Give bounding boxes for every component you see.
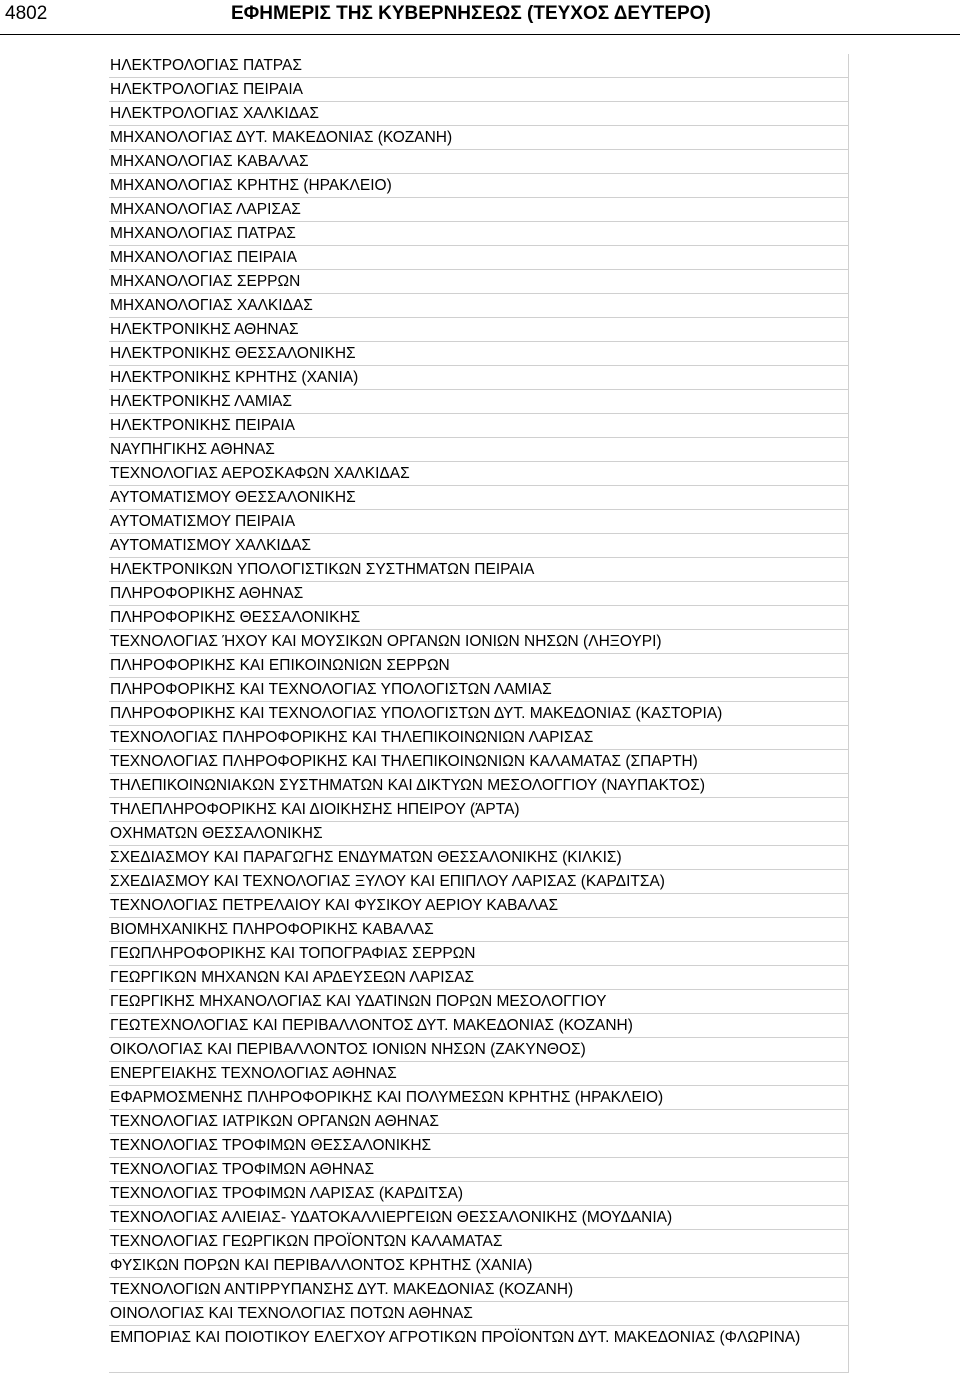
table-row (109, 150, 849, 174)
department-name-cell: ΤΕΧΝΟΛΟΓΙΑΣ ΙΑΤΡΙΚΩΝ ΟΡΓΑΝΩΝ ΑΘΗΝΑΣ (109, 1110, 849, 1134)
table-row (109, 1086, 849, 1110)
department-name-cell: ΤΕΧΝΟΛΟΓΙΑΣ ΠΛΗΡΟΦΟΡΙΚΗΣ ΚΑΙ ΤΗΛΕΠΙΚΟΙΝΩΝΙΩΝ ΚΑΛΑΜΑΤΑΣ (ΣΠΑΡΤΗ) (109, 750, 849, 774)
department-name-cell: ΠΛΗΡΟΦΟΡΙΚΗΣ ΚΑΙ ΕΠΙΚΟΙΝΩΝΙΩΝ ΣΕΡΡΩΝ (109, 654, 849, 678)
department-name-cell: ΕΜΠΟΡΙΑΣ ΚΑΙ ΠΟΙΟΤΙΚΟΥ ΕΛΕΓΧΟΥ ΑΓΡΟΤΙΚΩΝ ΠΡΟΪΟΝΤΩΝ ΔΥΤ. ΜΑΚΕΔΟΝΙΑΣ (ΦΛΩΡΙΝΑ) (109, 1326, 849, 1373)
table-row (109, 1062, 849, 1086)
table-row (109, 174, 849, 198)
department-name-cell: ΤΗΛΕΠΙΚΟΙΝΩΝΙΑΚΩΝ ΣΥΣΤΗΜΑΤΩΝ ΚΑΙ ΔΙΚΤΥΩΝ ΜΕΣΟΛΟΓΓΙΟΥ (ΝΑΥΠΑΚΤΟΣ) (109, 774, 849, 798)
department-name-cell: ΑΥΤΟΜΑΤΙΣΜΟΥ ΧΑΛΚΙΔΑΣ (109, 534, 849, 558)
department-name-cell: ΒΙΟΜΗΧΑΝΙΚΗΣ ΠΛΗΡΟΦΟΡΙΚΗΣ ΚΑΒΑΛΑΣ (109, 918, 849, 942)
table-row (109, 366, 849, 390)
department-name-cell: ΗΛΕΚΤΡΟΝΙΚΗΣ ΠΕΙΡΑΙΑ (109, 414, 849, 438)
department-name-cell: ΗΛΕΚΤΡΟΝΙΚΗΣ ΚΡΗΤΗΣ (ΧΑΝΙΑ) (109, 366, 849, 390)
table-row (109, 222, 849, 246)
table-row (109, 510, 849, 534)
department-name-cell: ΠΛΗΡΟΦΟΡΙΚΗΣ ΘΕΣΣΑΛΟΝΙΚΗΣ (109, 606, 849, 630)
table-row (109, 870, 849, 894)
table-row (109, 678, 849, 702)
table-row (109, 966, 849, 990)
table-row (109, 942, 849, 966)
department-name-cell: ΝΑΥΠΗΓΙΚΗΣ ΑΘΗΝΑΣ (109, 438, 849, 462)
department-name-cell: ΜΗΧΑΝΟΛΟΓΙΑΣ ΠΑΤΡΑΣ (109, 222, 849, 246)
table-row (109, 414, 849, 438)
department-name-cell: ΗΛΕΚΤΡΟΝΙΚΩΝ ΥΠΟΛΟΓΙΣΤΙΚΩΝ ΣΥΣΤΗΜΑΤΩΝ ΠΕΙΡΑΙΑ (109, 558, 849, 582)
table-row (109, 1182, 849, 1206)
department-name-cell: ΜΗΧΑΝΟΛΟΓΙΑΣ ΔΥΤ. ΜΑΚΕΔΟΝΙΑΣ (ΚΟΖΑΝΗ) (109, 126, 849, 150)
department-name-cell: ΤΕΧΝΟΛΟΓΙΑΣ ΤΡΟΦΙΜΩΝ ΑΘΗΝΑΣ (109, 1158, 849, 1182)
table-row (109, 270, 849, 294)
table-row (109, 918, 849, 942)
department-name-cell: ΗΛΕΚΤΡΟΛΟΓΙΑΣ ΧΑΛΚΙΔΑΣ (109, 102, 849, 126)
department-name-cell: ΤΕΧΝΟΛΟΓΙΑΣ ΑΕΡΟΣΚΑΦΩΝ ΧΑΛΚΙΔΑΣ (109, 462, 849, 486)
table-row (109, 630, 849, 654)
table-row (109, 798, 849, 822)
department-name-cell: ΠΛΗΡΟΦΟΡΙΚΗΣ ΑΘΗΝΑΣ (109, 582, 849, 606)
department-name-cell: ΓΕΩΡΓΙΚΩΝ ΜΗΧΑΝΩΝ ΚΑΙ ΑΡΔΕΥΣΕΩΝ ΛΑΡΙΣΑΣ (109, 966, 849, 990)
department-name-cell: ΗΛΕΚΤΡΟΝΙΚΗΣ ΘΕΣΣΑΛΟΝΙΚΗΣ (109, 342, 849, 366)
department-name-cell: ΑΥΤΟΜΑΤΙΣΜΟΥ ΘΕΣΣΑΛΟΝΙΚΗΣ (109, 486, 849, 510)
table-row (109, 462, 849, 486)
department-name-cell: ΗΛΕΚΤΡΟΝΙΚΗΣ ΛΑΜΙΑΣ (109, 390, 849, 414)
table-row (109, 1134, 849, 1158)
department-name-cell: ΠΛΗΡΟΦΟΡΙΚΗΣ ΚΑΙ ΤΕΧΝΟΛΟΓΙΑΣ ΥΠΟΛΟΓΙΣΤΩΝ ΛΑΜΙΑΣ (109, 678, 849, 702)
department-list-table (109, 54, 849, 1373)
table-row (109, 438, 849, 462)
table-row (109, 78, 849, 102)
table-row (109, 702, 849, 726)
table-row (109, 558, 849, 582)
table-row (109, 654, 849, 678)
department-name-cell: ΜΗΧΑΝΟΛΟΓΙΑΣ ΣΕΡΡΩΝ (109, 270, 849, 294)
table-row (109, 750, 849, 774)
department-name-cell: ΗΛΕΚΤΡΟΛΟΓΙΑΣ ΠΕΙΡΑΙΑ (109, 78, 849, 102)
table-row (109, 1038, 849, 1062)
table-row (109, 534, 849, 558)
department-name-cell: ΜΗΧΑΝΟΛΟΓΙΑΣ ΧΑΛΚΙΔΑΣ (109, 294, 849, 318)
table-row (109, 1206, 849, 1230)
table-row (109, 822, 849, 846)
table-row (109, 846, 849, 870)
table-row (109, 726, 849, 750)
department-name-cell: ΤΕΧΝΟΛΟΓΙΑΣ ΓΕΩΡΓΙΚΩΝ ΠΡΟΪΟΝΤΩΝ ΚΑΛΑΜΑΤΑΣ (109, 1230, 849, 1254)
gazette-title: ΕΦΗΜΕΡΙΣ ΤΗΣ ΚΥΒΕΡΝΗΣΕΩΣ (ΤΕΥΧΟΣ ΔΕΥΤΕΡΟ) (231, 3, 711, 24)
table-row (109, 606, 849, 630)
department-name-cell: ΟΙΝΟΛΟΓΙΑΣ ΚΑΙ ΤΕΧΝΟΛΟΓΙΑΣ ΠΟΤΩΝ ΑΘΗΝΑΣ (109, 1302, 849, 1326)
department-name-cell: ΜΗΧΑΝΟΛΟΓΙΑΣ ΚΑΒΑΛΑΣ (109, 150, 849, 174)
table-row (109, 1158, 849, 1182)
table-row (109, 198, 849, 222)
department-name-cell: ΑΥΤΟΜΑΤΙΣΜΟΥ ΠΕΙΡΑΙΑ (109, 510, 849, 534)
table-row (109, 990, 849, 1014)
department-name-cell: ΓΕΩΡΓΙΚΗΣ ΜΗΧΑΝΟΛΟΓΙΑΣ ΚΑΙ ΥΔΑΤΙΝΩΝ ΠΟΡΩΝ ΜΕΣΟΛΟΓΓΙΟΥ (109, 990, 849, 1014)
department-list-body (109, 54, 849, 1373)
department-name-cell: ΤΕΧΝΟΛΟΓΙΑΣ ΑΛΙΕΙΑΣ- ΥΔΑΤΟΚΑΛΛΙΕΡΓΕΙΩΝ ΘΕΣΣΑΛΟΝΙΚΗΣ (ΜΟΥΔΑΝΙΑ) (109, 1206, 849, 1230)
table-row (109, 318, 849, 342)
department-name-cell: ΟΙΚΟΛΟΓΙΑΣ ΚΑΙ ΠΕΡΙΒΑΛΛΟΝΤΟΣ ΙΟΝΙΩΝ ΝΗΣΩΝ (ΖΑΚΥΝΘΟΣ) (109, 1038, 849, 1062)
department-name-cell: ΕΦΑΡΜΟΣΜΕΝΗΣ ΠΛΗΡΟΦΟΡΙΚΗΣ ΚΑΙ ΠΟΛΥΜΕΣΩΝ ΚΡΗΤΗΣ (ΗΡΑΚΛΕΙΟ) (109, 1086, 849, 1110)
table-row (109, 102, 849, 126)
table-row (109, 1014, 849, 1038)
table-row (109, 1278, 849, 1302)
department-name-cell: ΤΗΛΕΠΛΗΡΟΦΟΡΙΚΗΣ ΚΑΙ ΔΙΟΙΚΗΣΗΣ ΗΠΕΙΡΟΥ (ΆΡΤΑ) (109, 798, 849, 822)
department-name-cell: ΟΧΗΜΑΤΩΝ ΘΕΣΣΑΛΟΝΙΚΗΣ (109, 822, 849, 846)
department-name-cell: ΣΧΕΔΙΑΣΜΟΥ ΚΑΙ ΠΑΡΑΓΩΓΗΣ ΕΝΔΥΜΑΤΩΝ ΘΕΣΣΑΛΟΝΙΚΗΣ (ΚΙΛΚΙΣ) (109, 846, 849, 870)
department-name-cell: ΠΛΗΡΟΦΟΡΙΚΗΣ ΚΑΙ ΤΕΧΝΟΛΟΓΙΑΣ ΥΠΟΛΟΓΙΣΤΩΝ ΔΥΤ. ΜΑΚΕΔΟΝΙΑΣ (ΚΑΣΤΟΡΙΑ) (109, 702, 849, 726)
department-name-cell: ΗΛΕΚΤΡΟΝΙΚΗΣ ΑΘΗΝΑΣ (109, 318, 849, 342)
page-header (0, 0, 960, 35)
department-name-cell: ΓΕΩΤΕΧΝΟΛΟΓΙΑΣ ΚΑΙ ΠΕΡΙΒΑΛΛΟΝΤΟΣ ΔΥΤ. ΜΑΚΕΔΟΝΙΑΣ (ΚΟΖΑΝΗ) (109, 1014, 849, 1038)
table-row (109, 582, 849, 606)
department-name-cell: ΜΗΧΑΝΟΛΟΓΙΑΣ ΚΡΗΤΗΣ (ΗΡΑΚΛΕΙΟ) (109, 174, 849, 198)
table-row (109, 894, 849, 918)
table-row (109, 1110, 849, 1134)
table-row (109, 1254, 849, 1278)
table-row (109, 246, 849, 270)
table-row (109, 774, 849, 798)
table-row (109, 486, 849, 510)
table-row (109, 294, 849, 318)
department-name-cell: ΓΕΩΠΛΗΡΟΦΟΡΙΚΗΣ ΚΑΙ ΤΟΠΟΓΡΑΦΙΑΣ ΣΕΡΡΩΝ (109, 942, 849, 966)
table-row (109, 1326, 849, 1373)
department-name-cell: ΕΝΕΡΓΕΙΑΚΗΣ ΤΕΧΝΟΛΟΓΙΑΣ ΑΘΗΝΑΣ (109, 1062, 849, 1086)
department-name-cell: ΜΗΧΑΝΟΛΟΓΙΑΣ ΛΑΡΙΣΑΣ (109, 198, 849, 222)
department-name-cell: ΣΧΕΔΙΑΣΜΟΥ ΚΑΙ ΤΕΧΝΟΛΟΓΙΑΣ ΞΥΛΟΥ ΚΑΙ ΕΠΙΠΛΟΥ ΛΑΡΙΣΑΣ (ΚΑΡΔΙΤΣΑ) (109, 870, 849, 894)
department-name-cell: ΤΕΧΝΟΛΟΓΙΑΣ ΉΧΟΥ ΚΑΙ ΜΟΥΣΙΚΩΝ ΟΡΓΑΝΩΝ ΙΟΝΙΩΝ ΝΗΣΩΝ (ΛΗΞΟΥΡΙ) (109, 630, 849, 654)
department-name-cell: ΤΕΧΝΟΛΟΓΙΑΣ ΤΡΟΦΙΜΩΝ ΘΕΣΣΑΛΟΝΙΚΗΣ (109, 1134, 849, 1158)
table-row (109, 54, 849, 78)
department-name-cell: ΤΕΧΝΟΛΟΓΙΑΣ ΠΛΗΡΟΦΟΡΙΚΗΣ ΚΑΙ ΤΗΛΕΠΙΚΟΙΝΩΝΙΩΝ ΛΑΡΙΣΑΣ (109, 726, 849, 750)
department-name-cell: ΗΛΕΚΤΡΟΛΟΓΙΑΣ ΠΑΤΡΑΣ (109, 54, 849, 78)
department-name-cell: ΤΕΧΝΟΛΟΓΙΑΣ ΤΡΟΦΙΜΩΝ ΛΑΡΙΣΑΣ (ΚΑΡΔΙΤΣΑ) (109, 1182, 849, 1206)
table-row (109, 126, 849, 150)
department-name-cell: ΤΕΧΝΟΛΟΓΙΩΝ ΑΝΤΙΡΡΥΠΑΝΣΗΣ ΔΥΤ. ΜΑΚΕΔΟΝΙΑΣ (ΚΟΖΑΝΗ) (109, 1278, 849, 1302)
department-name-cell: ΦΥΣΙΚΩΝ ΠΟΡΩΝ ΚΑΙ ΠΕΡΙΒΑΛΛΟΝΤΟΣ ΚΡΗΤΗΣ (ΧΑΝΙΑ) (109, 1254, 849, 1278)
page-number: 4802 (5, 3, 48, 24)
department-name-cell: ΜΗΧΑΝΟΛΟΓΙΑΣ ΠΕΙΡΑΙΑ (109, 246, 849, 270)
department-name-cell: ΤΕΧΝΟΛΟΓΙΑΣ ΠΕΤΡΕΛΑΙΟΥ ΚΑΙ ΦΥΣΙΚΟΥ ΑΕΡΙΟΥ ΚΑΒΑΛΑΣ (109, 894, 849, 918)
table-row (109, 390, 849, 414)
table-row (109, 1230, 849, 1254)
table-row (109, 342, 849, 366)
table-row (109, 1302, 849, 1326)
